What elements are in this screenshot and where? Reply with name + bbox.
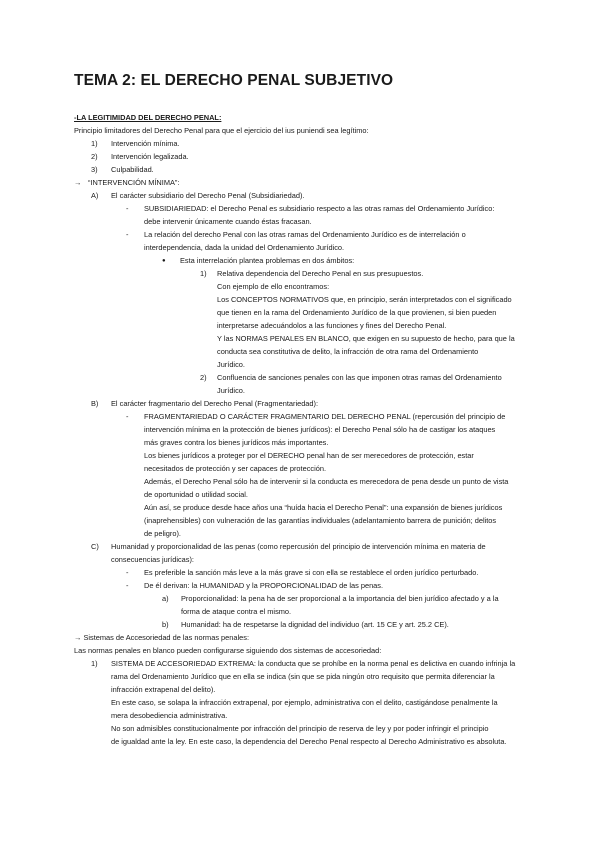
text-line: mera desobediencia administrativa. (111, 711, 228, 720)
dash-icon: - (126, 412, 129, 421)
list-letter: A) (91, 191, 99, 200)
list-number: 2) (91, 152, 98, 161)
text-line: Humanidad: ha de respetarse la dignidad del individuo (art. 15 CE y art. 25.2 CE). (181, 620, 449, 629)
text-line: Confluencia de sanciones penales con las que imponen otras ramas del Ordenamiento (217, 373, 502, 382)
text-line: debe intervenir únicamente cuando éstas fracasan. (144, 217, 312, 226)
text-line: que tienen en la rama del Ordenamiento Jurídico de la que provienen, si bien pueden (217, 308, 497, 317)
text-line: necesitados de protección y ser capaces de protección. (144, 464, 326, 473)
text-line: Jurídico. (217, 360, 245, 369)
text-line: Jurídico. (217, 386, 245, 395)
text-line: de oportunidad o utilidad social. (144, 490, 248, 499)
list-letter: b) (162, 620, 169, 629)
text-line: SISTEMA DE ACCESORIEDAD EXTREMA: la conducta que se prohíbe en la norma penal es delictiva en cuando infrinja la (111, 659, 516, 668)
text-line: consecuencias jurídicas): (111, 555, 194, 564)
list-item: El carácter fragmentario del Derecho Penal (Fragmentariedad): (111, 399, 319, 408)
text-line: FRAGMENTARIEDAD O CARÁCTER FRAGMENTARIO DEL DERECHO PENAL (repercusión del principio de (144, 412, 506, 421)
text-line: conducta sea constitutiva de delito, la infracción de otra rama del Ordenamiento (217, 347, 479, 356)
bullet-icon: ● (162, 258, 166, 264)
subsection-heading: → Sistemas de Accesoriedad de las normas penales: (74, 633, 250, 642)
text-line: Proporcionalidad: la pena ha de ser proporcional a la importancia del bien jurídico afectado y a la (181, 594, 499, 603)
text-line: Las normas penales en blanco pueden configurarse siguiendo dos sistemas de accesoriedad: (74, 646, 382, 655)
list-item: El carácter subsidiario del Derecho Penal (Subsidiariedad). (111, 191, 305, 200)
text-line: Y las NORMAS PENALES EN BLANCO, que exigen en su supuesto de hecho, para que la (217, 334, 515, 343)
text-line: Los CONCEPTOS NORMATIVOS que, en principio, serán interpretados con el significado (217, 295, 512, 304)
text-line: La relación del derecho Penal con las otras ramas del Ordenamiento Jurídico es de interrelación o (144, 230, 466, 239)
page-title: TEMA 2: EL DERECHO PENAL SUBJETIVO (74, 72, 394, 89)
text-line: interpretarse adecuándolos a las funciones y fines del Derecho Penal. (217, 321, 447, 330)
list-item: Culpabilidad. (111, 165, 154, 174)
list-number: 1) (91, 659, 98, 668)
text-line: No son admisibles constitucionalmente por infracción del principio de reserva de ley y por poder infringir el principio (111, 724, 489, 733)
text-line: Es preferible la sanción más leve a la más grave si con ella se restablece el orden jurídico perturbado. (144, 568, 479, 577)
list-number: 1) (200, 269, 207, 278)
dash-icon: - (126, 230, 129, 239)
text-line: Humanidad y proporcionalidad de las penas (como repercusión del principio de intervención mínima en materia de (111, 542, 486, 551)
text-line: Los bienes jurídicos a proteger por el DERECHO penal han de ser merecedores de protección, estar (144, 451, 474, 460)
dash-icon: - (126, 581, 129, 590)
dash-icon: - (126, 568, 129, 577)
list-number: 1) (91, 139, 98, 148)
text-line: de igualdad ante la ley. En este caso, la dependencia del Derecho Penal respecto al Derecho Administrativo es absoluta. (111, 737, 507, 746)
section-heading: -LA LEGITIMIDAD DEL DERECHO PENAL: (74, 113, 222, 122)
text-line: Aún así, se produce desde hace años una “huída hacia el Derecho Penal”: una expansión de bienes jurídicos (144, 503, 503, 512)
subsection-heading: “INTERVENCIÓN MÍNIMA”: (88, 178, 180, 187)
text-line: más graves contra los bienes jurídicos más importantes. (144, 438, 329, 447)
text-line: de peligro). (144, 529, 181, 538)
list-letter: B) (91, 399, 99, 408)
list-letter: C) (91, 542, 99, 551)
intro-text: Principio limitadores del Derecho Penal para que el ejercicio del ius puniendi sea legítimo: (74, 126, 369, 135)
dash-icon: - (126, 204, 129, 213)
text-line: rama del Ordenamiento Jurídico que en ella se indica (sin que se pida ningún otro requisito que permita diferenciar la (111, 672, 495, 681)
text-line: SUBSIDIARIEDAD: el Derecho Penal es subsidiario respecto a las otras ramas del Ordenamiento Jurídico: (144, 204, 495, 213)
text-line: (inaprehensibles) con vulneración de las garantías individuales (adelantamiento barrera de punición; delitos (144, 516, 497, 525)
text-line: Con ejemplo de ello encontramos: (217, 282, 330, 291)
text-line: forma de ataque contra el mismo. (181, 607, 292, 616)
text-line: infracción extrapenal del delito). (111, 685, 216, 694)
arrow-icon: → (74, 178, 82, 187)
text-line: En este caso, se solapa la infracción extrapenal, por ejemplo, administrativa con el delito, castigándose penalmente la (111, 698, 498, 707)
list-number: 2) (200, 373, 207, 382)
text-line: Además, el Derecho Penal sólo ha de intervenir si la conducta es merecedora de pena desde un punto de vista (144, 477, 509, 486)
list-letter: a) (162, 594, 169, 603)
text-line: Esta interrelación plantea problemas en dos ámbitos: (180, 256, 355, 265)
list-item: Intervención legalizada. (111, 152, 189, 161)
text-line: interdependencia, dada la unidad del Ordenamiento Jurídico. (144, 243, 345, 252)
text-line: intervención mínima en la protección de bienes jurídicos): el Derecho Penal sólo ha de castigar los ataques (144, 425, 496, 434)
text-line: Relativa dependencia del Derecho Penal en sus presupuestos. (217, 269, 424, 278)
text-line: De él derivan: la HUMANIDAD y la PROPORCIONALIDAD de las penas. (144, 581, 384, 590)
list-number: 3) (91, 165, 98, 174)
list-item: Intervención mínima. (111, 139, 180, 148)
